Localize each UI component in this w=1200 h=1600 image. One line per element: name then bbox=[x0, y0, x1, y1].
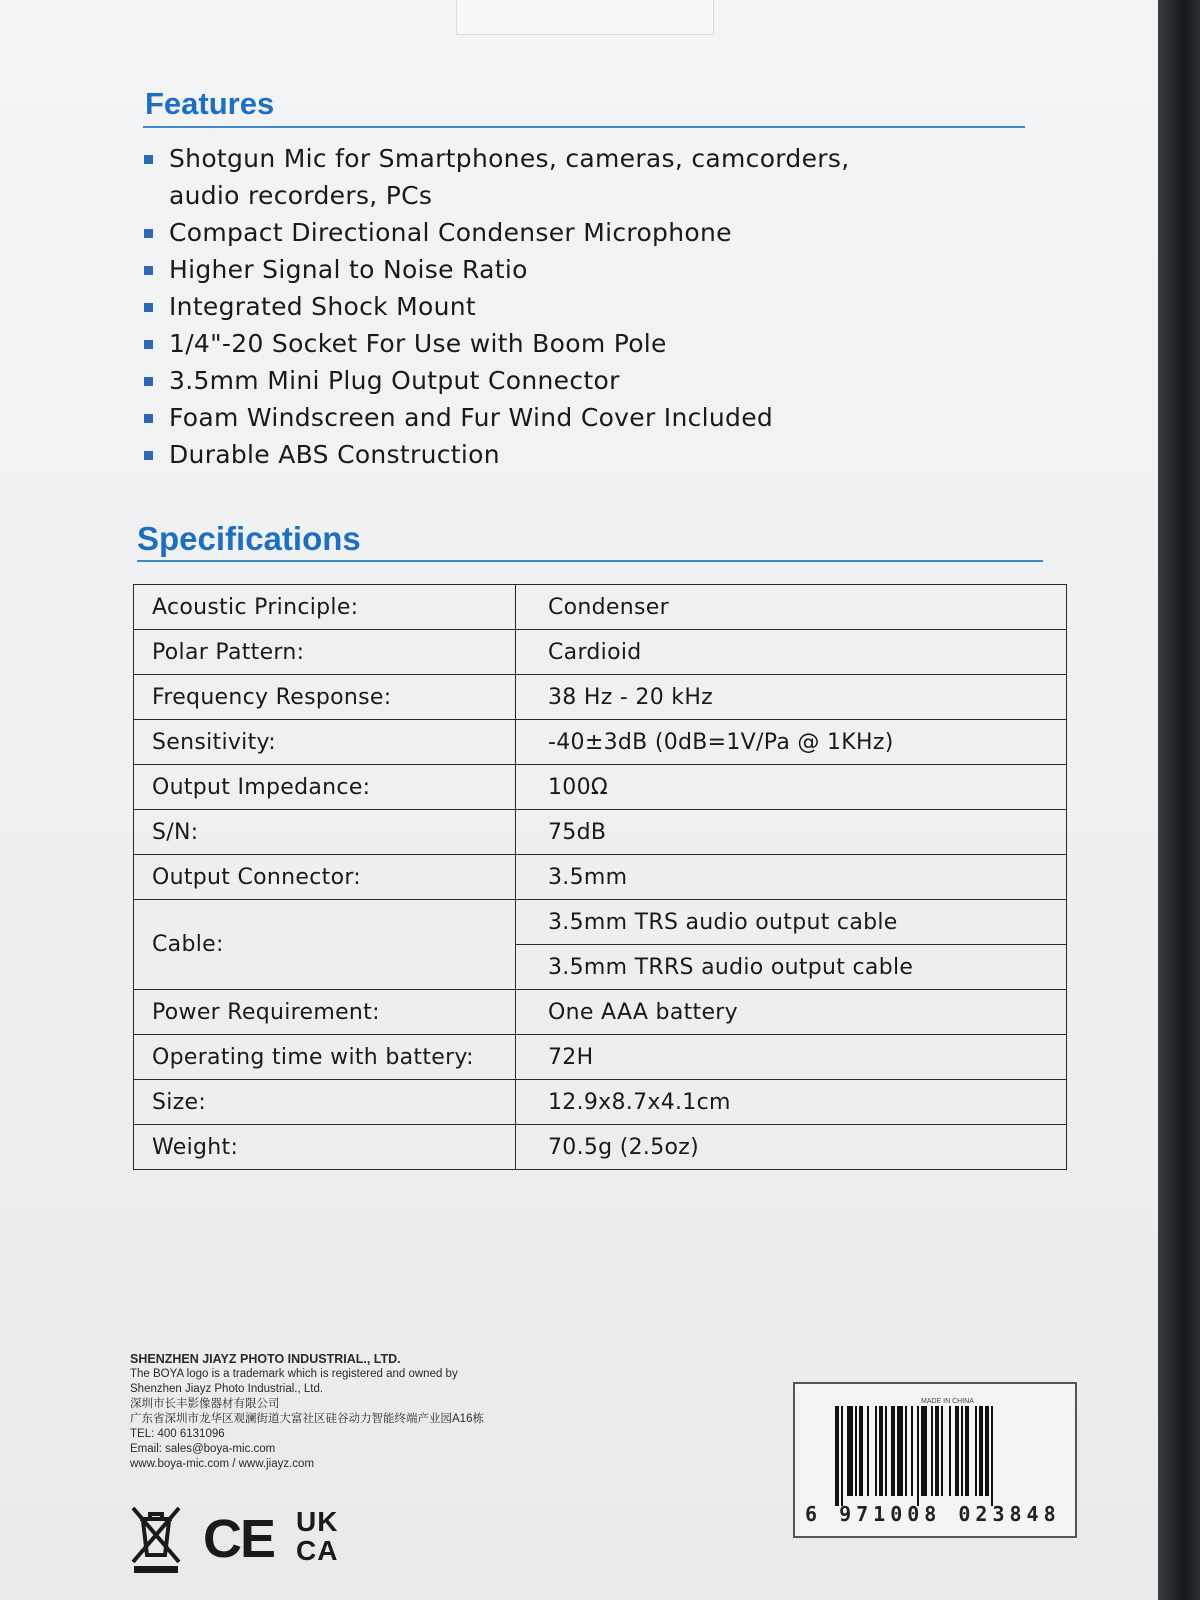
barcode-bar bbox=[879, 1406, 883, 1496]
feature-item bbox=[142, 436, 1002, 473]
barcode-bar bbox=[921, 1406, 927, 1496]
features-heading: Features bbox=[145, 86, 275, 121]
spec-label: Weight: bbox=[134, 1125, 516, 1170]
company-info bbox=[130, 1352, 650, 1472]
barcode-label bbox=[793, 1382, 1077, 1538]
spec-row bbox=[134, 1035, 1067, 1080]
bullet-square-icon bbox=[144, 155, 153, 164]
spec-label: Output Impedance: bbox=[134, 765, 516, 810]
feature-item bbox=[142, 362, 1002, 399]
ukca-mark bbox=[296, 1507, 338, 1565]
feature-text: audio recorders, PCs bbox=[169, 181, 433, 210]
spec-value: 12.9x8.7x4.1cm bbox=[516, 1080, 1067, 1125]
spec-value: 75dB bbox=[516, 810, 1067, 855]
barcode-bar bbox=[885, 1406, 887, 1496]
spec-row bbox=[134, 990, 1067, 1035]
barcode-bar bbox=[975, 1406, 977, 1496]
barcode-bar bbox=[835, 1406, 839, 1506]
company-line: Email: sales@boya-mic.com bbox=[130, 1443, 276, 1455]
feature-item bbox=[142, 288, 1002, 325]
bullet-square-icon bbox=[144, 414, 153, 423]
specifications-divider bbox=[137, 560, 1043, 562]
spec-label: Size: bbox=[134, 1080, 516, 1125]
barcode-bar bbox=[955, 1406, 959, 1496]
barcode-bar bbox=[991, 1406, 993, 1506]
ce-mark: CE bbox=[203, 1509, 275, 1569]
barcode-bar bbox=[875, 1406, 877, 1496]
barcode-bar bbox=[891, 1406, 895, 1496]
feature-text: Higher Signal to Noise Ratio bbox=[169, 255, 528, 284]
company-line: 广东省深圳市龙华区观澜街道大富社区硅谷动力智能终端产业园A16栋 bbox=[130, 1413, 484, 1425]
spec-value: 70.5g (2.5oz) bbox=[516, 1125, 1067, 1170]
barcode-bar bbox=[905, 1406, 907, 1496]
barcode-bar bbox=[935, 1406, 939, 1496]
barcode-bar bbox=[961, 1406, 963, 1496]
barcode-bar bbox=[911, 1406, 913, 1496]
spec-value: One AAA battery bbox=[516, 990, 1067, 1035]
spec-value: -40±3dB (0dB=1V/Pa @ 1KHz) bbox=[516, 720, 1067, 765]
spec-row bbox=[134, 1125, 1067, 1170]
feature-text: 1/4"-20 Socket For Use with Boom Pole bbox=[169, 329, 667, 358]
spec-value: 38 Hz - 20 kHz bbox=[516, 675, 1067, 720]
barcode-bar bbox=[847, 1406, 853, 1496]
company-line: The BOYA logo is a trademark which is registered and owned by bbox=[130, 1368, 458, 1380]
barcode-bar bbox=[917, 1406, 919, 1506]
spec-value: Cardioid bbox=[516, 630, 1067, 675]
spec-row bbox=[134, 585, 1067, 630]
bullet-square-icon bbox=[144, 377, 153, 386]
certification-marks bbox=[130, 1505, 370, 1575]
company-name: SHENZHEN JIAYZ PHOTO INDUSTRIAL., LTD. bbox=[130, 1352, 401, 1366]
bullet-square-icon bbox=[144, 229, 153, 238]
feature-text: Compact Directional Condenser Microphone bbox=[169, 218, 732, 247]
spec-row bbox=[134, 630, 1067, 675]
spec-row bbox=[134, 855, 1067, 900]
spec-value: Condenser bbox=[516, 585, 1067, 630]
spec-row bbox=[134, 765, 1067, 810]
spec-row bbox=[134, 900, 1067, 945]
bullet-square-icon bbox=[144, 340, 153, 349]
spec-label: Cable: bbox=[134, 900, 516, 990]
ukca-mark-line1: UK bbox=[296, 1506, 339, 1537]
barcode-bar bbox=[985, 1406, 989, 1496]
spec-label: Frequency Response: bbox=[134, 675, 516, 720]
spec-value: 100Ω bbox=[516, 765, 1067, 810]
spec-label: S/N: bbox=[134, 810, 516, 855]
barcode-bar bbox=[979, 1406, 983, 1496]
spec-value: 3.5mm TRRS audio output cable bbox=[516, 945, 1067, 990]
feature-text: Integrated Shock Mount bbox=[169, 292, 477, 321]
barcode-bar bbox=[965, 1406, 969, 1496]
spec-label: Operating time with battery: bbox=[134, 1035, 516, 1080]
spec-label: Output Connector: bbox=[134, 855, 516, 900]
barcode-bars bbox=[835, 1406, 1067, 1506]
barcode-bar bbox=[855, 1406, 857, 1496]
company-line: 深圳市长丰影像器材有限公司 bbox=[130, 1398, 280, 1410]
bullet-square-icon bbox=[144, 303, 153, 312]
spec-row bbox=[134, 1080, 1067, 1125]
spec-label: Polar Pattern: bbox=[134, 630, 516, 675]
spec-row bbox=[134, 810, 1067, 855]
barcode-bar bbox=[941, 1406, 943, 1496]
feature-item bbox=[142, 214, 1002, 251]
feature-text: 3.5mm Mini Plug Output Connector bbox=[169, 366, 620, 395]
background-edge bbox=[1158, 0, 1200, 1600]
spec-value: 72H bbox=[516, 1035, 1067, 1080]
feature-item bbox=[142, 251, 1002, 288]
barcode-bar bbox=[841, 1406, 843, 1506]
company-line: Shenzhen Jiayz Photo Industrial., Ltd. bbox=[130, 1383, 324, 1395]
bullet-square-icon bbox=[144, 451, 153, 460]
feature-text: Durable ABS Construction bbox=[169, 440, 500, 469]
made-in-label: MADE IN CHINA bbox=[921, 1398, 974, 1405]
feature-item bbox=[142, 140, 1002, 214]
company-line: www.boya-mic.com / www.jiayz.com bbox=[130, 1458, 315, 1470]
bullet-square-icon bbox=[144, 266, 153, 275]
feature-text: Foam Windscreen and Fur Wind Cover Included bbox=[169, 403, 774, 432]
specifications-table bbox=[133, 584, 1067, 1170]
box-top-tab bbox=[456, 0, 714, 35]
ukca-mark-line2: CA bbox=[296, 1535, 339, 1566]
spec-value: 3.5mm bbox=[516, 855, 1067, 900]
barcode-bar bbox=[867, 1406, 869, 1496]
barcode-bar bbox=[949, 1406, 951, 1496]
spec-value: 3.5mm TRS audio output cable bbox=[516, 900, 1067, 945]
barcode-bar bbox=[931, 1406, 933, 1496]
barcode-number: 6 971008 023848 bbox=[805, 1502, 1061, 1526]
spec-row bbox=[134, 720, 1067, 765]
spec-label: Power Requirement: bbox=[134, 990, 516, 1035]
weee-crossed-bin-icon bbox=[130, 1505, 182, 1575]
feature-item bbox=[142, 325, 1002, 362]
spec-row bbox=[134, 675, 1067, 720]
company-line: TEL: 400 6131096 bbox=[130, 1428, 225, 1440]
features-list bbox=[142, 140, 1002, 473]
feature-item bbox=[142, 399, 1002, 436]
features-divider bbox=[143, 126, 1025, 128]
feature-text: Shotgun Mic for Smartphones, cameras, camcorders, bbox=[169, 144, 850, 173]
spec-label: Sensitivity: bbox=[134, 720, 516, 765]
spec-label: Acoustic Principle: bbox=[134, 585, 516, 630]
specifications-heading: Specifications bbox=[137, 520, 361, 557]
barcode-bar bbox=[859, 1406, 863, 1496]
barcode-bar bbox=[897, 1406, 903, 1496]
